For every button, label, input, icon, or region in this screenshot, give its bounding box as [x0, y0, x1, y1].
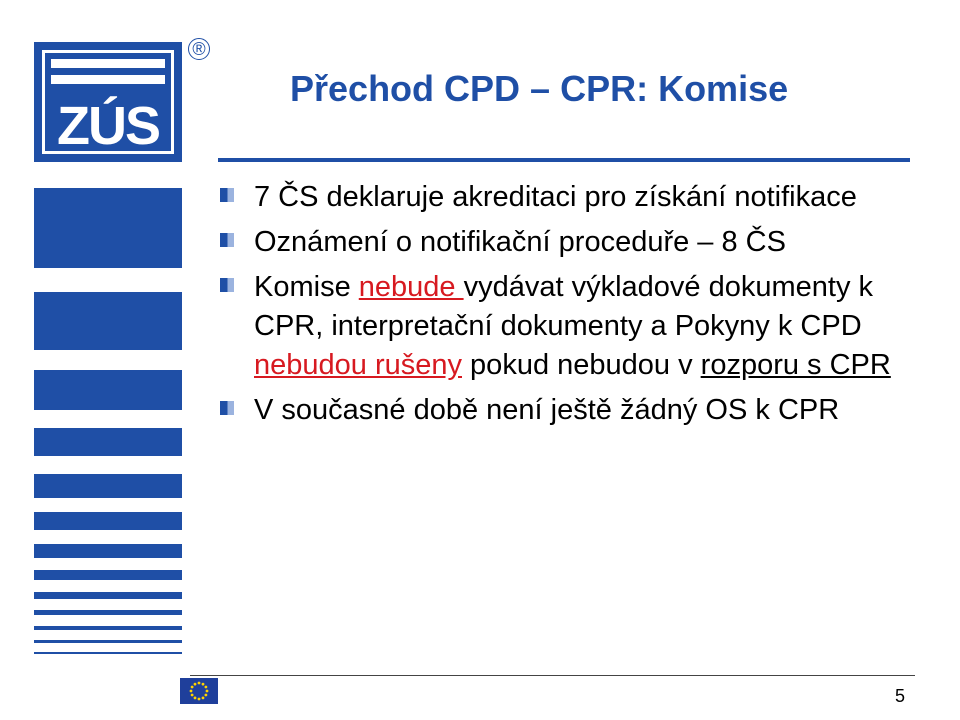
- bullet-text: [254, 178, 857, 217]
- bullet-square-icon: [220, 233, 234, 247]
- bullet-list: [218, 178, 918, 436]
- bullet-segment: Oznámení o notifikační proceduře – 8 ČS: [254, 226, 786, 258]
- bullet-segment: Komise: [254, 271, 359, 303]
- bullet-segment: 7 ČS deklaruje akreditaci pro získání notifikace: [254, 181, 857, 213]
- emphasis-text: nebude: [358, 271, 464, 303]
- eu-flag-icon: [180, 678, 218, 704]
- bullet-text: [254, 391, 839, 430]
- bullet-segment: vydávat výkladové dokumenty k CPR, interpretační dokumenty a Pokyny k CPD: [254, 271, 874, 342]
- bullet-segment: pokud nebudou v: [462, 349, 701, 381]
- slide-title: Přechod CPD – CPR: Komise: [290, 68, 789, 109]
- page-number: 5: [895, 686, 906, 706]
- bullet-square-icon: [220, 401, 234, 415]
- bullet-text: [254, 223, 786, 262]
- bullet-item: [218, 223, 918, 262]
- bullet-item: [218, 268, 918, 385]
- footer-divider: [190, 675, 915, 676]
- registered-mark: ®: [188, 38, 210, 60]
- bullet-text: [254, 268, 918, 385]
- zus-logo: [34, 42, 182, 162]
- bullet-item: [218, 178, 918, 217]
- bullet-item: [218, 391, 918, 430]
- bullet-square-icon: [220, 188, 234, 202]
- logo-text: ZÚS: [57, 96, 159, 156]
- bullet-segment: rozporu s CPR: [700, 349, 891, 381]
- emphasis-text: nebudou rušeny: [254, 349, 462, 381]
- title-divider: [218, 158, 910, 162]
- bullet-square-icon: [220, 278, 234, 292]
- bullet-segment: V současné době není ještě žádný OS k CPR: [254, 394, 840, 426]
